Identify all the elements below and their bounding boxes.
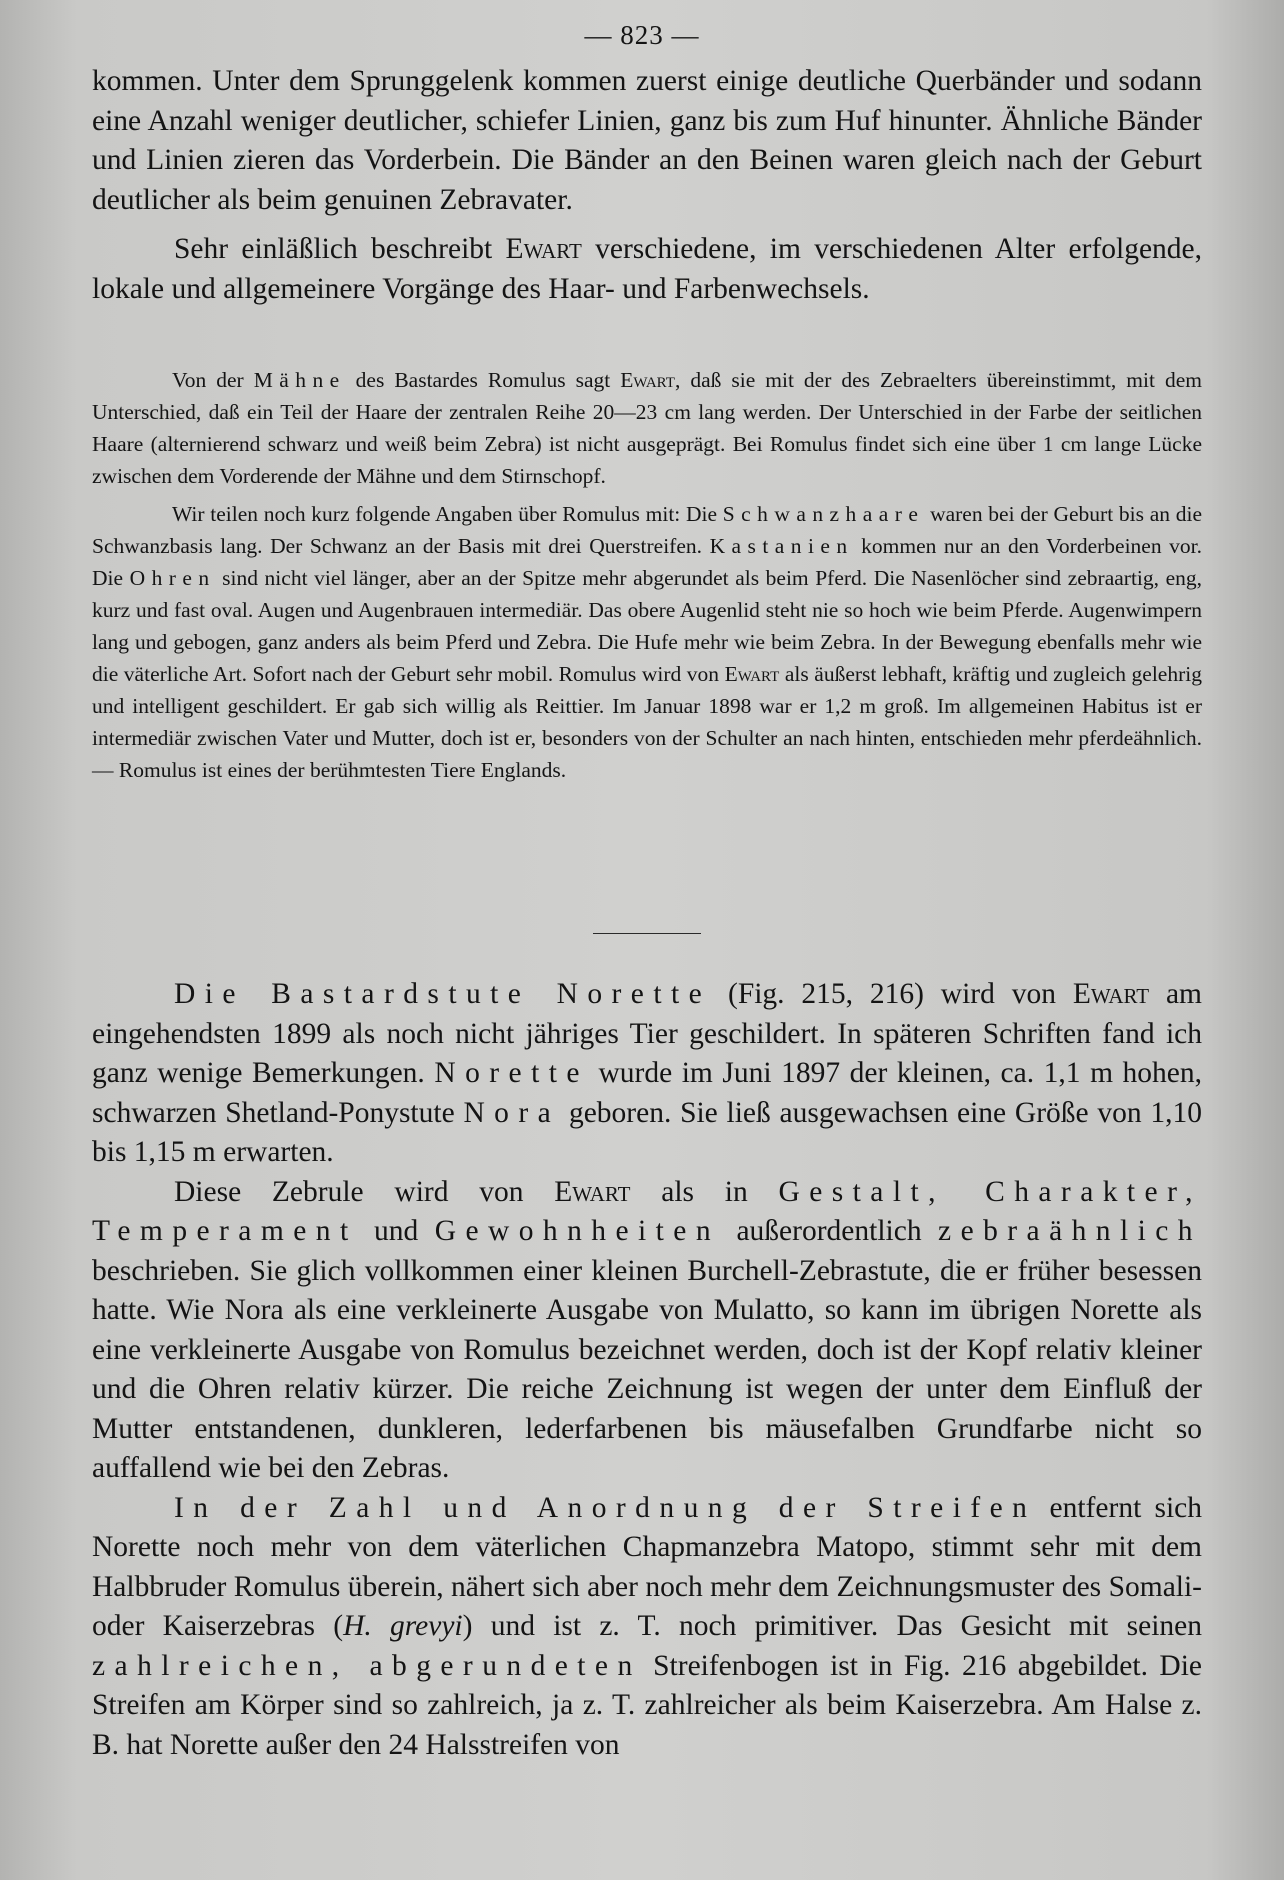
paragraph: kommen. Unter dem Sprunggelenk kommen zuerst einige deutliche Querbänder und sodann eine Anzahl weniger deutlicher, schiefer Linien, ganz bis zum Huf hinunter. Ähnliche Bänder und Linien zieren das Vorderbein. Die Bänder an den Beinen waren gleich nach der Geburt deutlicher als beim genuinen Zebravater. xyxy=(92,65,1202,216)
spaced-term: Kastanien xyxy=(709,534,854,558)
spaced-term: In der Zahl und Anordnung der Streifen xyxy=(174,1491,1037,1524)
author-name: Ewart xyxy=(1072,978,1150,1010)
page-number: — 823 — xyxy=(584,20,700,50)
paragraph: Wir teilen noch kurz folgende Angaben über Romulus mit: Die Schwanzhaare waren bei der Geburt bis an die Schwanzbasis lang. Der Schwanz an der Basis mit drei Querstreifen. Kastanien kommen nur an den Vorderbeinen vor. Die Ohren sind nicht viel länger, aber an der Spitze mehr abgerundet als beim Pferd. Die Nasenlöcher sind zebraartig, eng, kurz und fast oval. Augen und Augenbrauen intermediär. Das obere Augenlid steht nie so hoch wie beim Pferde. Augenwimpern lang und gebogen, ganz anders als beim Pferd und Zebra. Die Hufe mehr wie beim Zebra. In der Bewegung ebenfalls mehr wie die väterliche Art. Sofort nach der Geburt sehr mobil. Romulus wird von Ewart als äußerst lebhaft, kräftig und zugleich gelehrig und intelligent geschildert. Er gab sich willig als Reittier. Im Januar 1898 war er 1,2 m groß. Im allgemeinen Habitus ist er intermediär zwischen Vater und Mutter, doch ist er, besonders von der Schulter an nach hinten, entschieden mehr pferdeähnlich. — Romulus ist eines der berühmtesten Tiere Englands. xyxy=(92,502,1203,782)
spaced-term: Mähne xyxy=(253,368,346,392)
paragraph: In der Zahl und Anordnung der Streifen entfernt sich Norette noch mehr von dem väterlichen Chapmanzebra Matopo, stimmt sehr mit dem Halbbruder Romulus überein, nähert sich aber noch mehr dem Zeichnungsmuster des Somali- oder Kaiserzebras (H. grevyi) und ist z. T. noch primitiver. Das Gesicht mit seinen zahlreichen, abgerundeten Streifenbogen ist in Fig. 216 abgebildet. Die Streifen am Körper sind so zahlreich, ja z. T. zahlreicher als beim Kaiserzebra. Am Halse z. B. hat Norette außer den 24 Halsstreifen von xyxy=(92,1491,1203,1761)
text-block-3 xyxy=(92,975,1202,1765)
spaced-term: Gestalt, Charakter, Temperament xyxy=(92,1175,1202,1247)
author-name: Ewart xyxy=(554,1175,631,1208)
spaced-term: Schwanzhaare xyxy=(722,502,925,526)
text-block-1 xyxy=(92,62,1202,309)
spaced-term: zebraähnlich xyxy=(938,1215,1202,1247)
text-block-2 xyxy=(92,364,1202,786)
paragraph: Die Bastardstute Norette (Fig. 215, 216) wird von Ewart am eingehendsten 1899 als noch nicht jähriges Tier geschildert. In späteren Schriften fand ich ganz wenige Bemerkungen. Norette wurde im Juni 1897 der kleinen, ca. 1,1 m hohen, schwarzen Shetland-Ponystute Nora geboren. Sie ließ ausgewachsen eine Größe von 1,10 bis 1,15 m erwarten. xyxy=(92,978,1203,1168)
author-name: Ewart xyxy=(724,662,780,686)
spaced-term: zahlreichen, abgerundeten xyxy=(92,1649,642,1682)
spaced-term: Nora xyxy=(463,1096,561,1129)
section-divider xyxy=(593,933,701,934)
spaced-term: Ohren xyxy=(129,566,216,590)
author-name: Ewart xyxy=(620,368,675,392)
spaced-term: Die Bastardstute Norette xyxy=(174,978,712,1010)
paragraph: Sehr einläßlich beschreibt Ewart verschiedene, im verschiedenen Alter erfolgende, lokale und allgemeinere Vorgänge des Haar- und Farbenwechsels. xyxy=(92,233,1203,305)
spaced-term: Gewohnheiten xyxy=(434,1215,721,1247)
paragraph: Diese Zebrule wird von Ewart als in Gestalt, Charakter, Temperament und Gewohnheiten außerordentlich zebraähnlich beschrieben. Sie glich vollkommen einer kleinen Burchell-Zebrastute, die er früher besessen hatte. Wie Nora als eine verkleinerte Ausgabe von Mulatto, so kann im übrigen Norette als eine verkleinerte Ausgabe von Romulus bezeichnet werden, doch ist der Kopf relativ kleiner und die Ohren relativ kürzer. Die reiche Zeichnung ist wegen der unter dem Einfluß der Mutter entstandenen, dunkleren, lederfarbenen bis mäusefalben Grundfarbe nicht so auffallend wie bei den Zebras. xyxy=(92,1175,1202,1484)
species-name: H. grevyi xyxy=(343,1610,463,1642)
paragraph: Von der Mähne des Bastardes Romulus sagt Ewart, daß sie mit der des Zebraelters übereinstimmt, mit dem Unterschied, daß ein Teil der Haare der zentralen Reihe 20—23 cm lang werden. Der Unterschied in der Farbe der seitlichen Haare (alternierend schwarz und weiß beim Zebra) ist nicht ausgeprägt. Bei Romulus findet sich eine über 1 cm lange Lücke zwischen dem Vorderende der Mähne und dem Stirnschopf. xyxy=(92,368,1202,488)
author-name: Ewart xyxy=(505,233,582,265)
spaced-term: Norette xyxy=(434,1057,589,1089)
